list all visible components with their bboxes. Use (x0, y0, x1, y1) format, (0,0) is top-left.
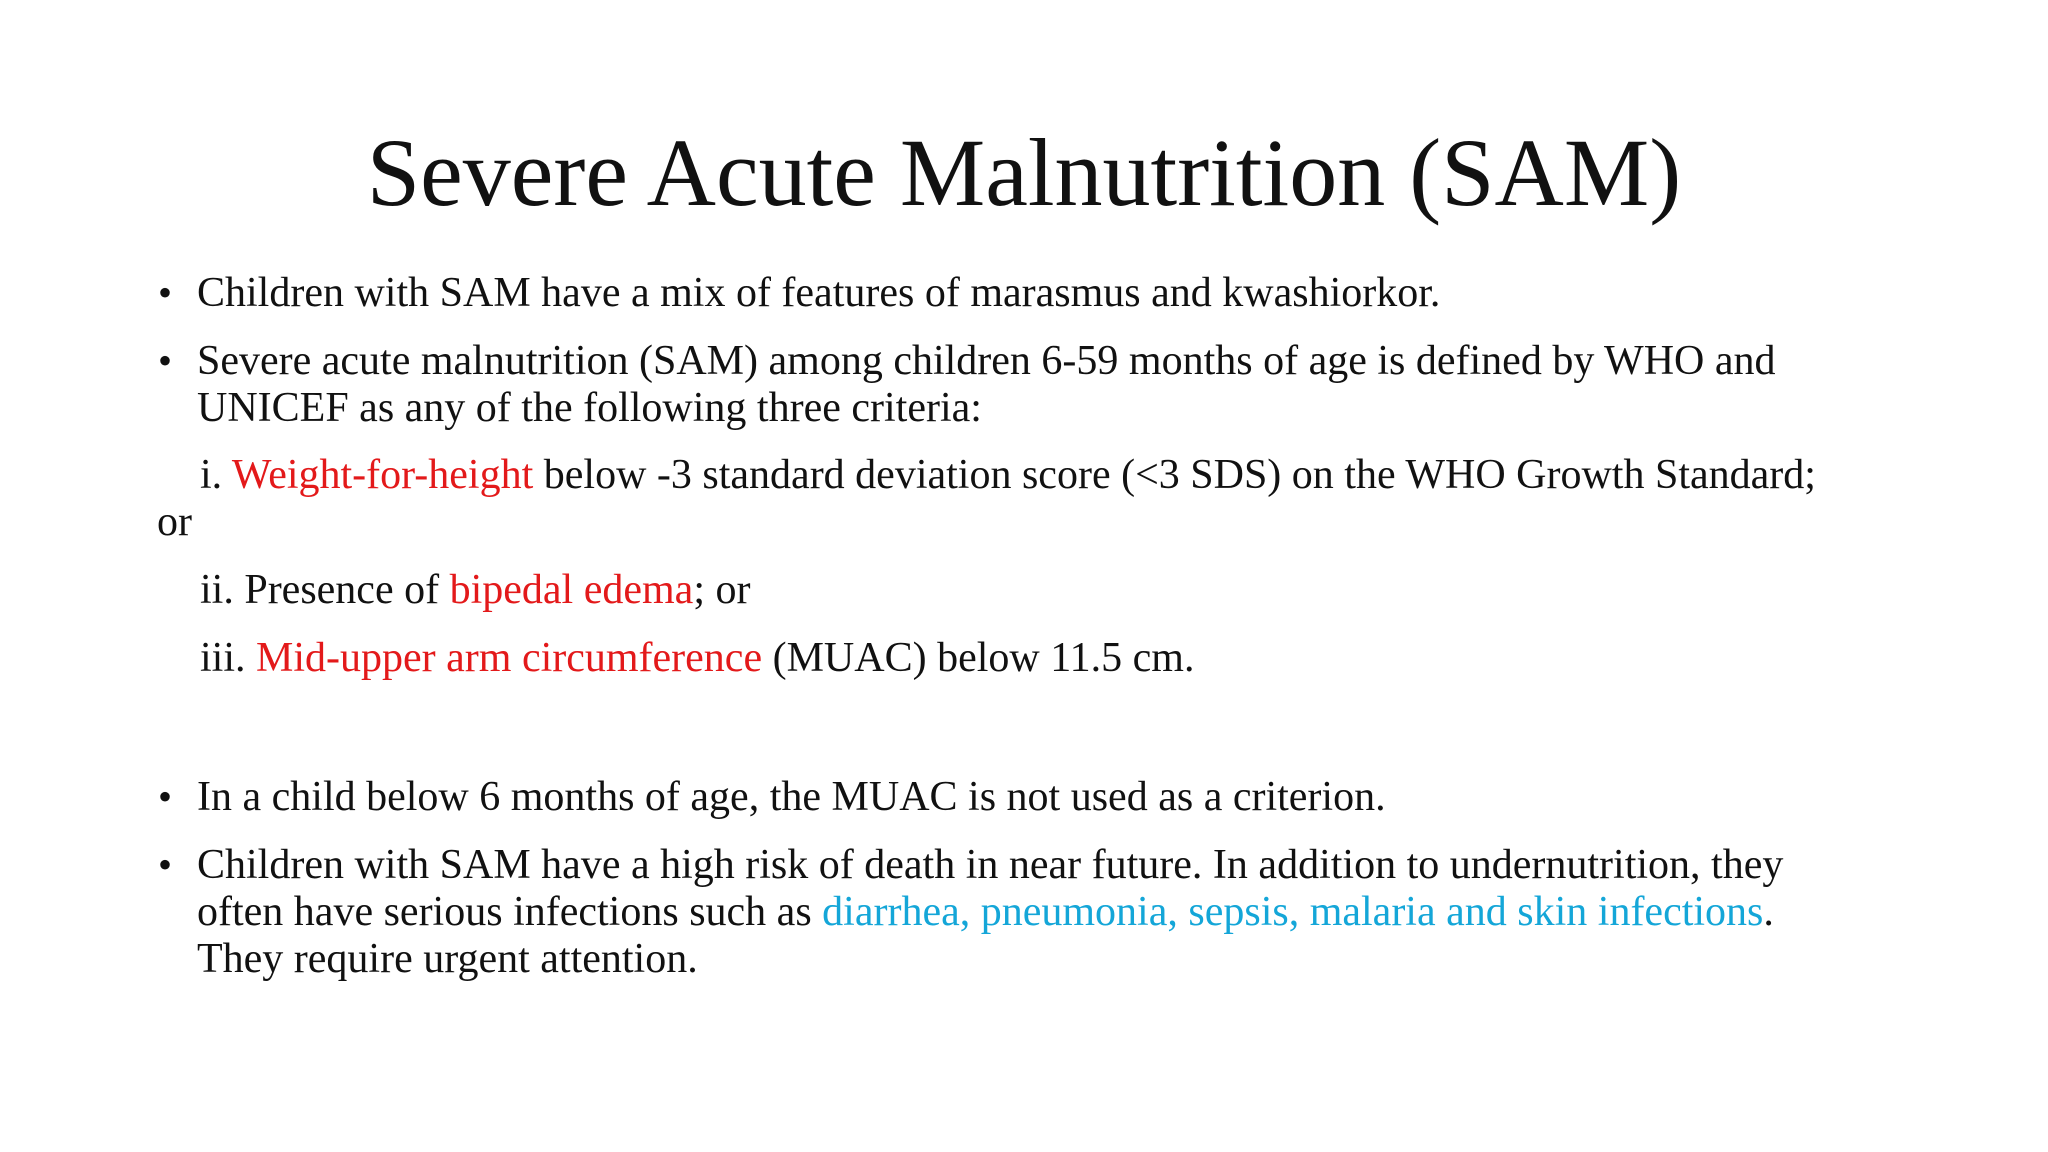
bullet-dot: • (158, 270, 173, 315)
criterion-i-marker: i. (200, 452, 232, 498)
bullet-4-line-2-pre: often have serious infections such as (197, 889, 823, 935)
criterion-iii-highlight: Mid-upper arm circumference (256, 635, 763, 681)
criterion-i-highlight: Weight-for-height (231, 452, 534, 498)
criterion-ii-highlight: bipedal edema (449, 567, 694, 613)
criterion-ii-post: ; or (693, 567, 751, 613)
criterion-i-rest: below -3 standard deviation score (<3 SDS) on the WHO Growth Standard; (533, 452, 1816, 498)
bullet-dot: • (158, 338, 173, 383)
bullet-2-line-2: UNICEF as any of the following three criteria: (197, 385, 982, 431)
bullet-4-line-2-post: . (1763, 889, 1774, 935)
criterion-ii-pre: ii. Presence of (200, 567, 450, 613)
bullet-3-text: In a child below 6 months of age, the MUAC is not used as a criterion. (197, 774, 1386, 820)
slide-title: Severe Acute Malnutrition (SAM) (366, 119, 1682, 226)
bullet-4-line-1: Children with SAM have a high risk of death in near future. In addition to undernutrition, they (197, 842, 1784, 888)
criterion-i-or: or (157, 499, 192, 545)
infections-highlight: diarrhea, pneumonia, sepsis, malaria and skin infections (822, 889, 1764, 935)
criterion-iii-marker: iii. (200, 635, 257, 681)
bullet-dot: • (158, 774, 173, 819)
bullet-4-line-3: They require urgent attention. (197, 936, 698, 982)
bullet-1-text: Children with SAM have a mix of features of marasmus and kwashiorkor. (197, 270, 1441, 316)
criterion-iii-rest: (MUAC) below 11.5 cm. (762, 635, 1195, 681)
bullet-dot: • (158, 842, 173, 887)
bullet-2-line-1: Severe acute malnutrition (SAM) among children 6-59 months of age is defined by WHO and (197, 338, 1776, 384)
criterion-ii (200, 567, 750, 613)
criterion-i (200, 452, 1816, 498)
bullet-4-line-2 (197, 889, 1774, 935)
criterion-iii (200, 635, 1194, 681)
